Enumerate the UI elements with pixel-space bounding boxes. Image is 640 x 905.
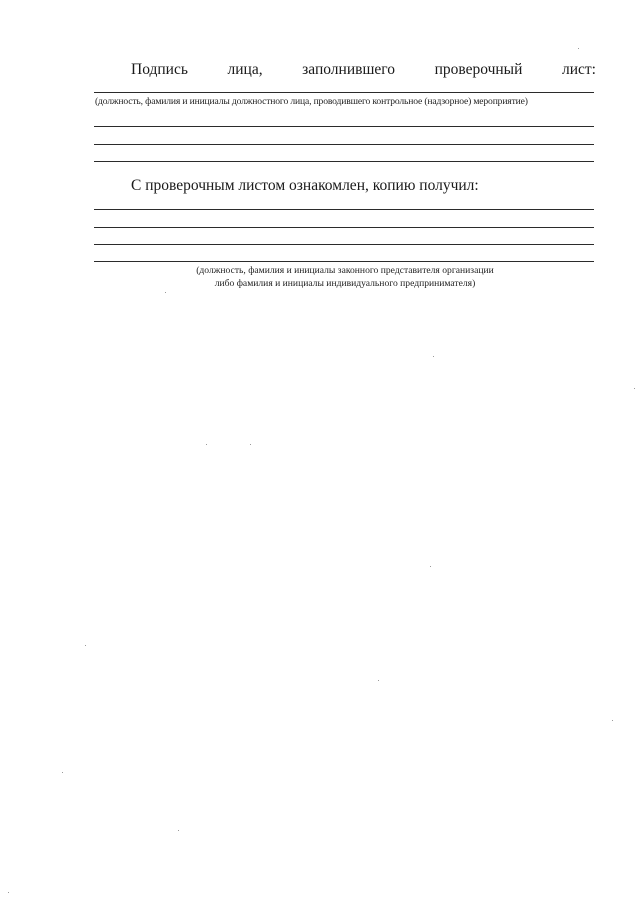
- representative-signature-line: [94, 261, 594, 262]
- scan-speck: [578, 48, 579, 49]
- scan-speck: [634, 388, 635, 389]
- signature-heading-word: заполнившего: [302, 61, 395, 78]
- scan-speck: [612, 720, 613, 721]
- signature-heading-word: лист:: [561, 61, 596, 78]
- scan-speck: [62, 772, 63, 773]
- scan-speck: [206, 444, 207, 445]
- signature-line: [94, 92, 594, 93]
- scan-speck: [250, 444, 251, 445]
- scan-speck: [430, 566, 431, 567]
- blank-line: [94, 126, 594, 127]
- blank-line: [94, 144, 594, 145]
- signature-heading: [131, 61, 596, 79]
- representative-caption-line: (должность, фамилия и инициалы законного представителя организации: [196, 265, 494, 276]
- blank-line: [94, 161, 594, 162]
- representative-caption: [100, 264, 590, 290]
- representative-caption-line: либо фамилия и инициалы индивидуального предпринимателя): [214, 278, 476, 289]
- blank-line: [94, 209, 594, 210]
- blank-line: [94, 244, 594, 245]
- signature-heading-word: лица,: [227, 61, 263, 78]
- scan-speck: [8, 892, 9, 893]
- scan-speck: [85, 645, 86, 646]
- acknowledgement-heading: С проверочным листом ознакомлен, копию получил:: [131, 177, 479, 194]
- scan-speck: [165, 292, 166, 293]
- signature-heading-word: проверочный: [434, 61, 523, 78]
- scan-speck: [178, 830, 179, 831]
- signature-heading-word: Подпись: [131, 61, 188, 78]
- blank-line: [94, 227, 594, 228]
- scan-speck: [378, 680, 379, 681]
- scan-speck: [433, 356, 434, 357]
- signature-caption: (должность, фамилия и инициалы должностного лица, проводившего контрольное (надзорное) мероприятие): [95, 96, 528, 107]
